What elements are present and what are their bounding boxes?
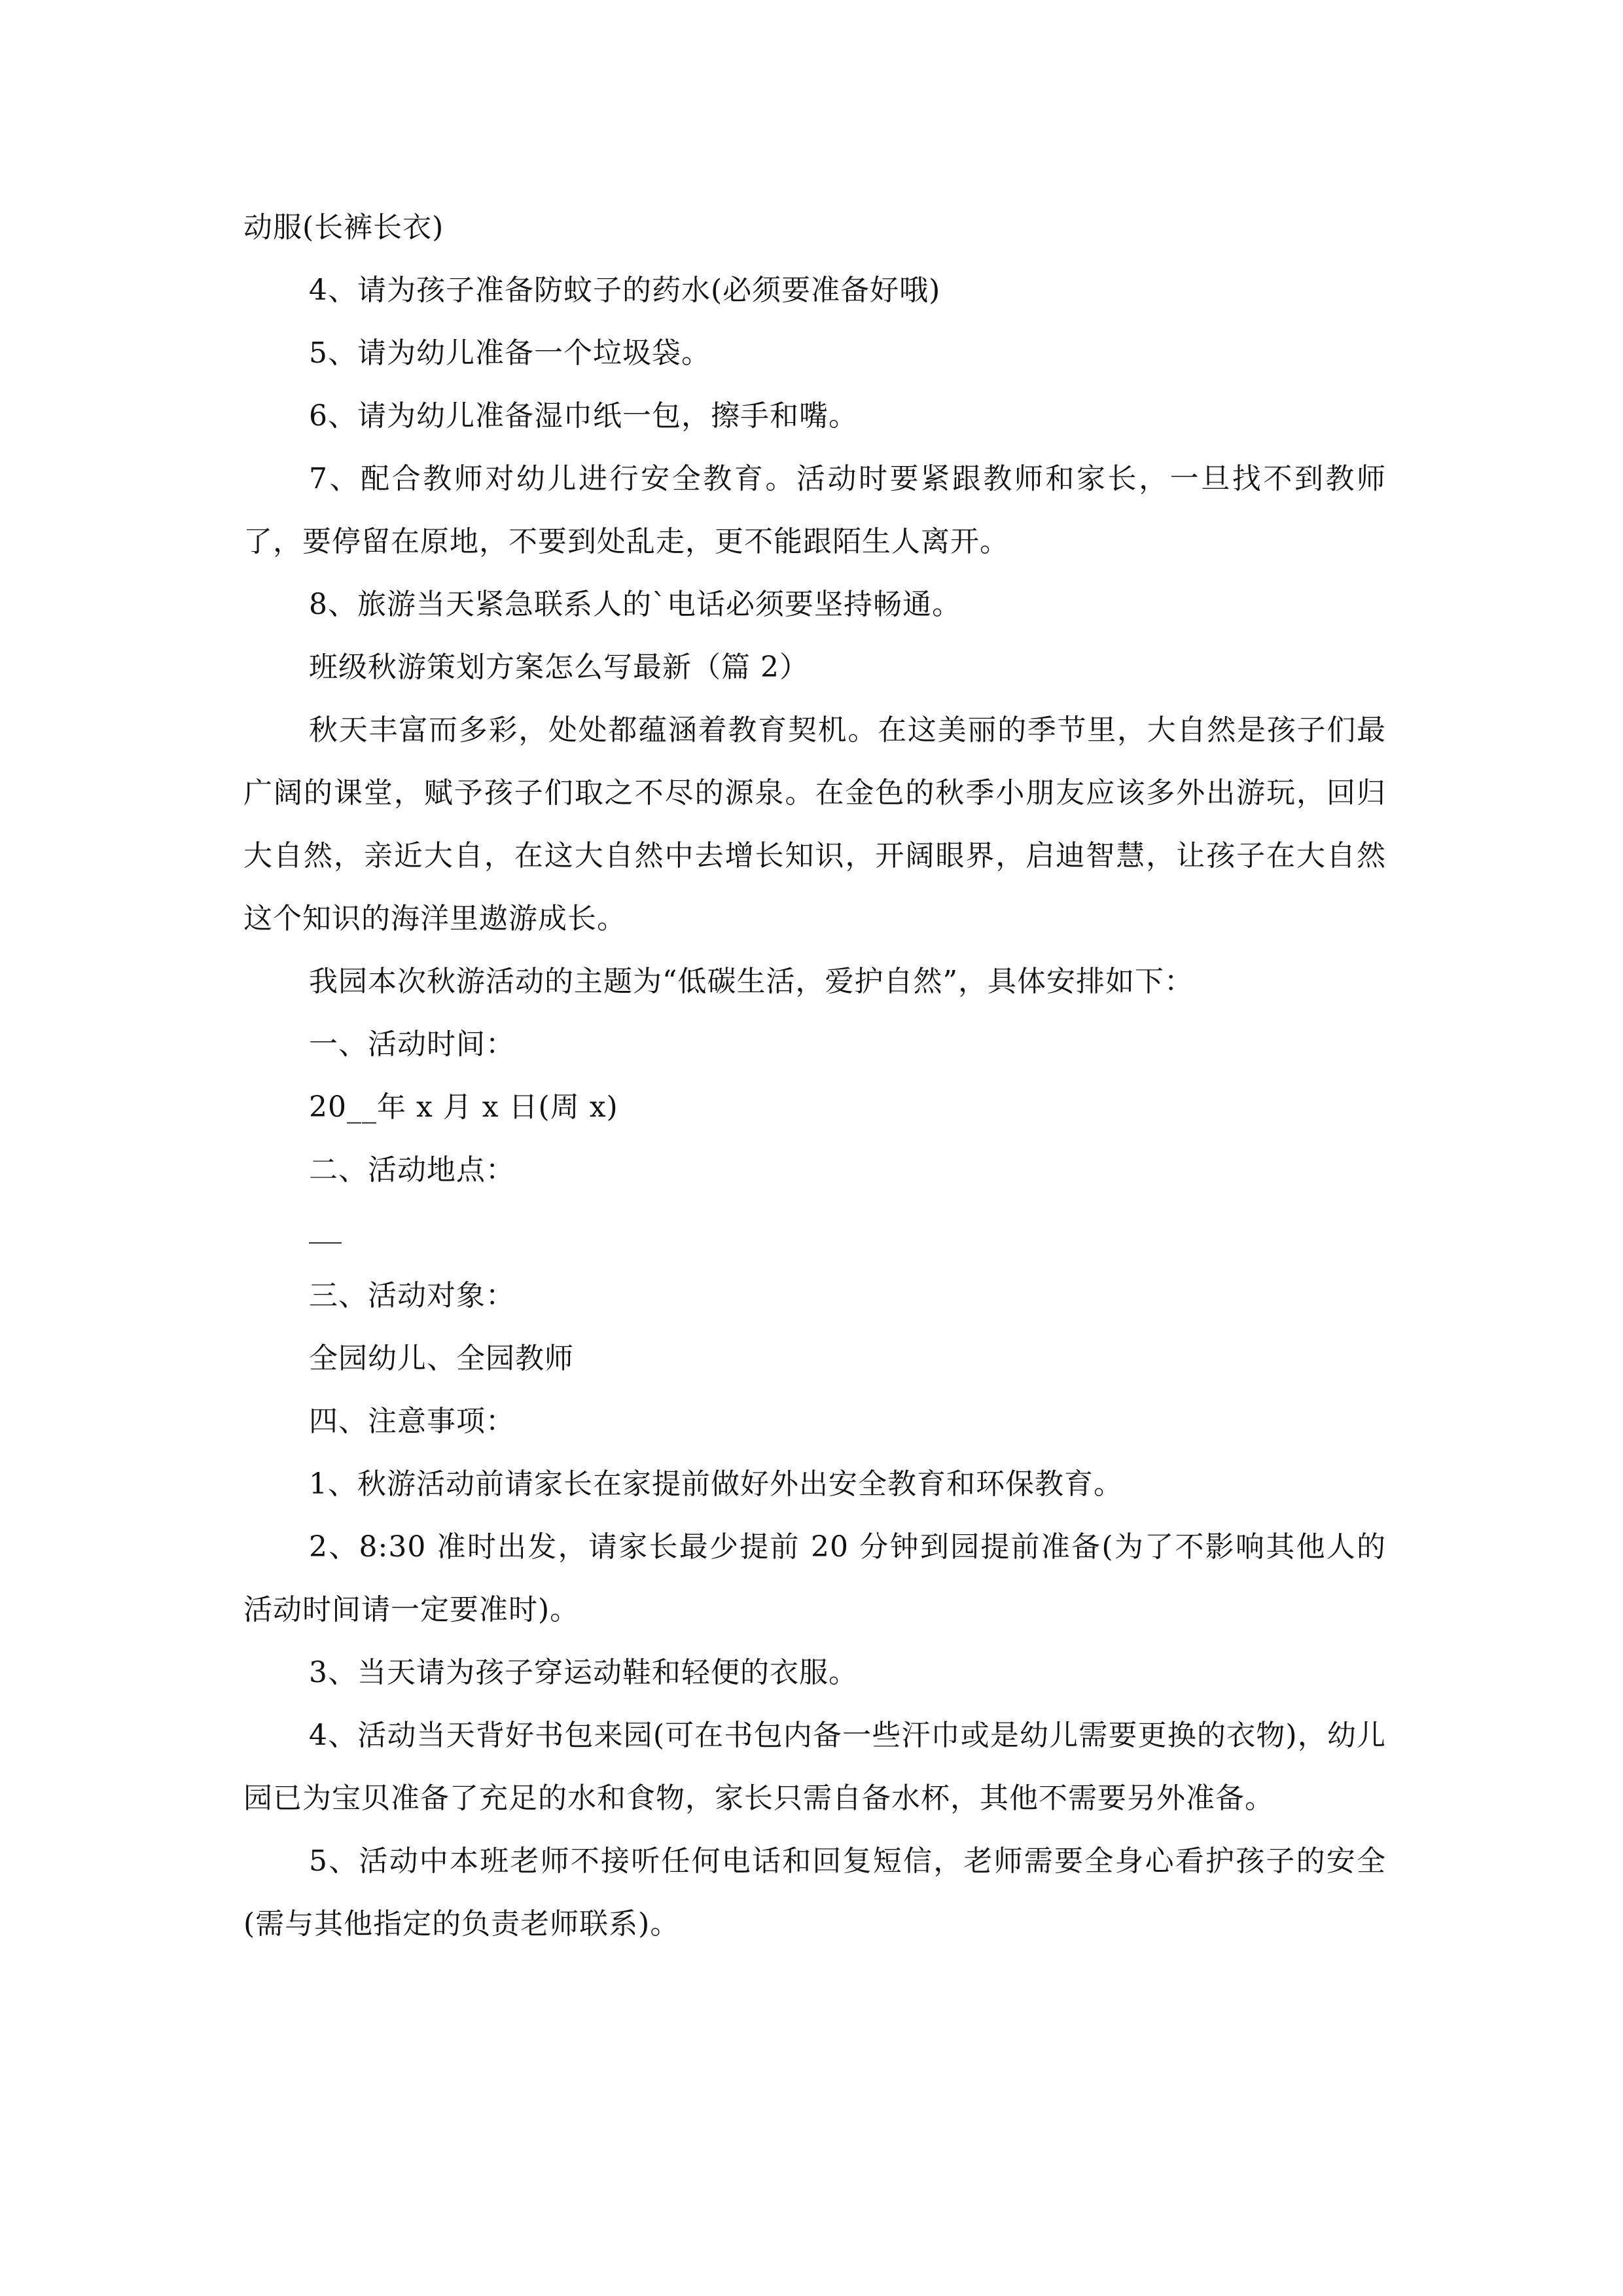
heading-activity-time: 一、活动时间： bbox=[309, 1028, 515, 1061]
paragraph-continuation: 动服(长裤长衣) bbox=[243, 211, 444, 244]
blank-dash bbox=[309, 1242, 342, 1244]
list-item-mosquito-repellent: 4、请为孩子准备防蚊子的药水(必须要准备好哦) bbox=[309, 274, 941, 307]
list-item-safety-education: 7、配合教师对幼儿进行安全教育。活动时要紧跟教师和家长，一旦找不到教师了，要停留在原地，不要到处乱走，更不能跟陌生人离开。 bbox=[243, 462, 1386, 558]
heading-activity-location: 二、活动地点： bbox=[309, 1153, 515, 1187]
note-item-5: 5、活动中本班老师不接听任何电话和回复短信，老师需要全身心看护孩子的安全(需与其他指定的负责老师联系)。 bbox=[243, 1844, 1386, 1941]
list-item-emergency-contact: 8、旅游当天紧急联系人的`电话必须要坚持畅通。 bbox=[309, 588, 961, 621]
list-item-trash-bag: 5、请为幼儿准备一个垃圾袋。 bbox=[309, 336, 711, 370]
note-item-4: 4、活动当天背好书包来园(可在书包内备一些汗巾或是幼儿需要更换的衣物)，幼儿园已为宝贝准备了充足的水和食物，家长只需自备水杯，其他不需要另外准备。 bbox=[243, 1719, 1386, 1815]
heading-notes: 四、注意事项： bbox=[309, 1405, 515, 1438]
activity-target: 全园幼儿、全园教师 bbox=[309, 1342, 574, 1375]
section-heading: 班级秋游策划方案怎么写最新（篇 2） bbox=[309, 651, 809, 684]
note-item-2: 2、8:30 准时出发，请家长最少提前 20 分钟到园提前准备(为了不影响其他人的活动时间请一定要准时)。 bbox=[243, 1530, 1386, 1626]
activity-date: 20__年 x 月 x 日(周 x) bbox=[309, 1090, 618, 1124]
list-item-wet-wipes: 6、请为幼儿准备湿巾纸一包，擦手和嘴。 bbox=[309, 399, 858, 433]
heading-activity-target: 三、活动对象： bbox=[309, 1279, 515, 1312]
intro-paragraph: 秋天丰富而多彩，处处都蕴涵着教育契机。在这美丽的季节里，大自然是孩子们最广阔的课堂，赋予孩子们取之不尽的源泉。在金色的秋季小朋友应该多外出游玩，回归大自然，亲近大自，在这大自然中去增长知识，开阔眼界，启迪智慧，让孩子在大自然这个知识的海洋里遨游成长。 bbox=[243, 713, 1386, 935]
theme-paragraph: 我园本次秋游活动的主题为“低碳生活，爱护自然”，具体安排如下： bbox=[309, 965, 1194, 998]
note-item-1: 1、秋游活动前请家长在家提前做好外出安全教育和环保教育。 bbox=[309, 1467, 1123, 1501]
note-item-3: 3、当天请为孩子穿运动鞋和轻便的衣服。 bbox=[309, 1656, 858, 1689]
location-placeholder-line bbox=[243, 1202, 1386, 1265]
document-body bbox=[243, 196, 1386, 1956]
